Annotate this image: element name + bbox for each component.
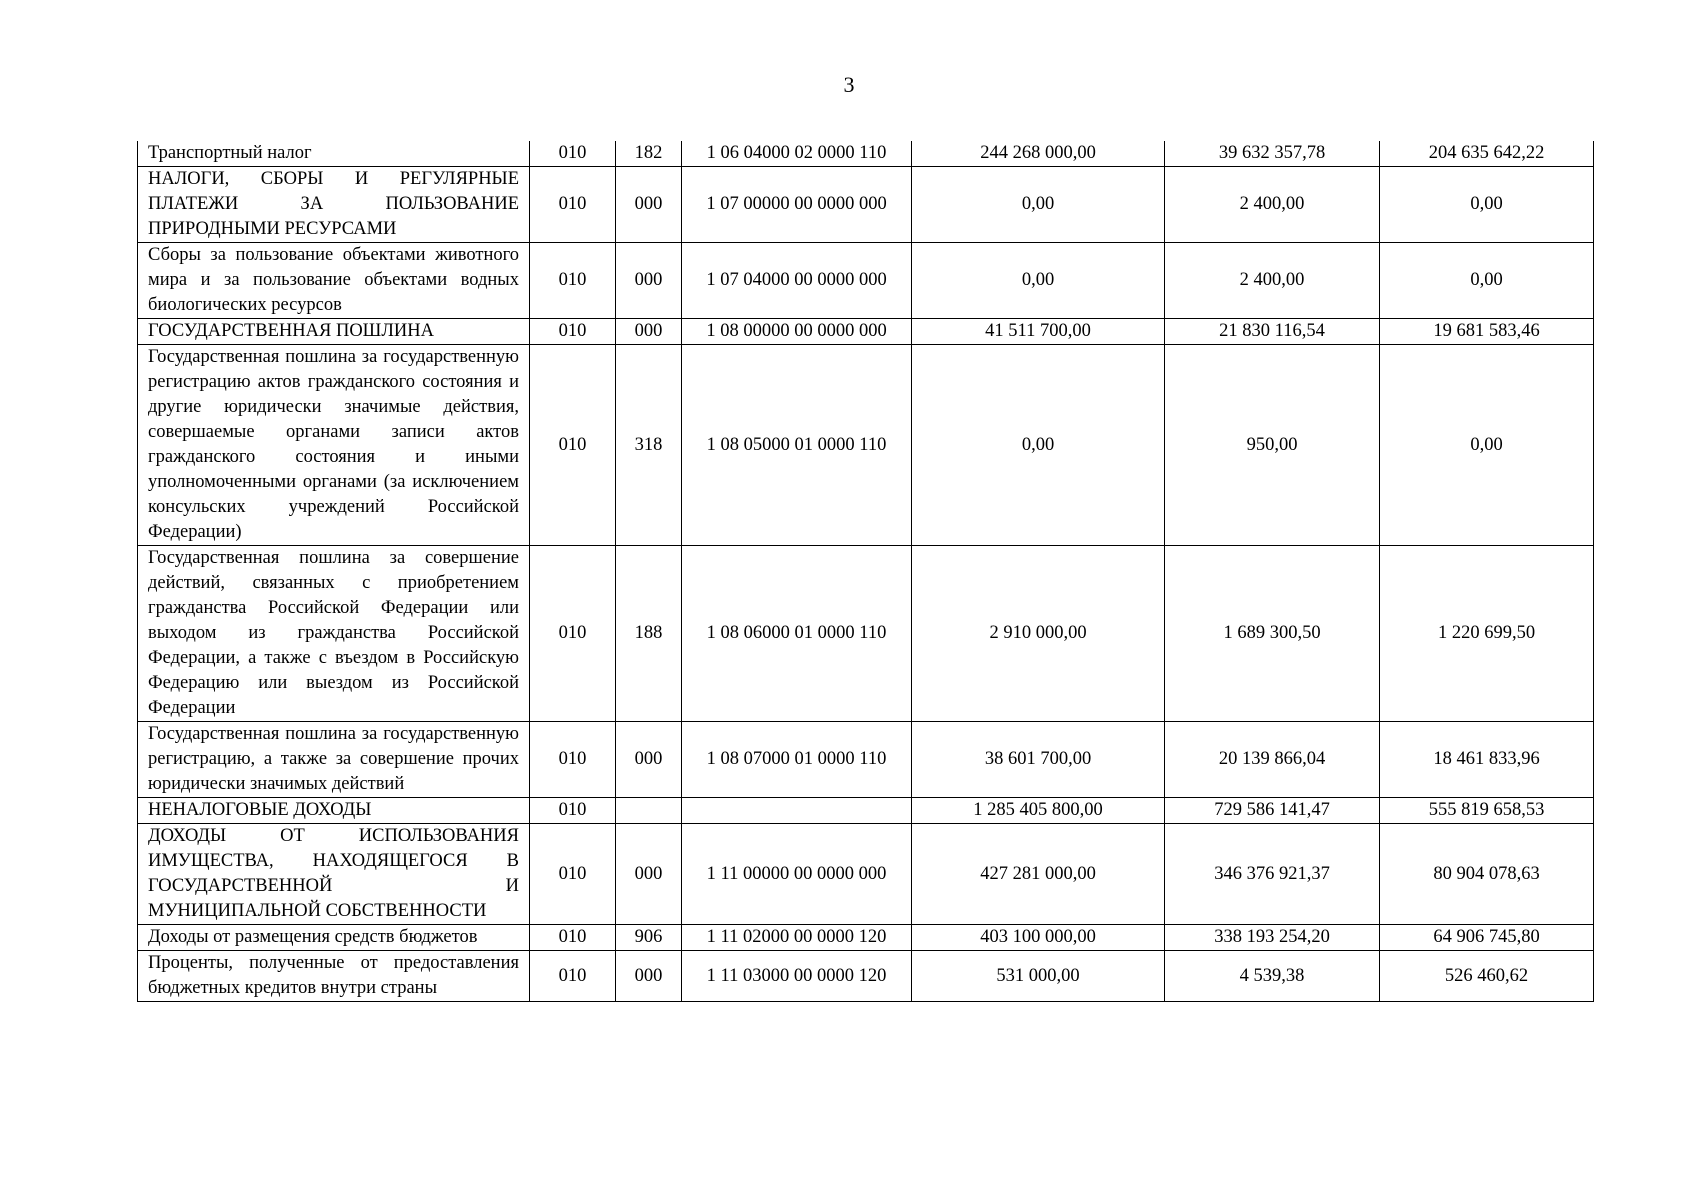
row-chapter-code: 000 <box>616 167 682 243</box>
row-name: Доходы от размещения средств бюджетов <box>138 925 530 951</box>
row-plan-value: 0,00 <box>912 345 1165 546</box>
row-fact-value: 729 586 141,47 <box>1165 798 1380 824</box>
row-plan-value: 531 000,00 <box>912 951 1165 1002</box>
row-fact-value: 338 193 254,20 <box>1165 925 1380 951</box>
row-fact-value: 4 539,38 <box>1165 951 1380 1002</box>
row-kbk-code: 1 08 05000 01 0000 110 <box>682 345 912 546</box>
row-fact-value: 39 632 357,78 <box>1165 141 1380 167</box>
row-plan-value: 427 281 000,00 <box>912 824 1165 925</box>
row-plan-value: 0,00 <box>912 167 1165 243</box>
page-number: 3 <box>843 72 855 97</box>
table-row <box>138 925 1594 951</box>
row-kbk-code: 1 08 00000 00 0000 000 <box>682 319 912 345</box>
row-kbk-code: 1 11 00000 00 0000 000 <box>682 824 912 925</box>
row-admin-code: 010 <box>530 141 616 167</box>
row-kbk-code: 1 06 04000 02 0000 110 <box>682 141 912 167</box>
table-row <box>138 798 1594 824</box>
row-admin-code: 010 <box>530 345 616 546</box>
row-rest-value: 204 635 642,22 <box>1380 141 1594 167</box>
row-name: Государственная пошлина за государственную регистрацию, а также за совершение прочих юридически значимых действий <box>138 722 530 798</box>
row-fact-value: 21 830 116,54 <box>1165 319 1380 345</box>
row-rest-value: 18 461 833,96 <box>1380 722 1594 798</box>
table-row <box>138 345 1594 546</box>
row-name: Проценты, полученные от предоставления бюджетных кредитов внутри страны <box>138 951 530 1002</box>
row-plan-value: 2 910 000,00 <box>912 546 1165 722</box>
row-plan-value: 0,00 <box>912 243 1165 319</box>
row-chapter-code: 000 <box>616 722 682 798</box>
row-chapter-code: 188 <box>616 546 682 722</box>
table-row <box>138 824 1594 925</box>
row-name: ДОХОДЫ ОТ ИСПОЛЬЗОВАНИЯ ИМУЩЕСТВА, НАХОДЯЩЕГОСЯ В ГОСУДАРСТВЕННОЙ И МУНИЦИПАЛЬНОЙ СОБСТВЕННОСТИ <box>138 824 530 925</box>
row-rest-value: 80 904 078,63 <box>1380 824 1594 925</box>
row-chapter-code: 000 <box>616 319 682 345</box>
row-admin-code: 010 <box>530 243 616 319</box>
row-chapter-code: 318 <box>616 345 682 546</box>
row-chapter-code: 906 <box>616 925 682 951</box>
row-fact-value: 1 689 300,50 <box>1165 546 1380 722</box>
row-kbk-code: 1 07 04000 00 0000 000 <box>682 243 912 319</box>
row-kbk-code: 1 08 06000 01 0000 110 <box>682 546 912 722</box>
row-admin-code: 010 <box>530 319 616 345</box>
row-chapter-code: 000 <box>616 951 682 1002</box>
row-name: ГОСУДАРСТВЕННАЯ ПОШЛИНА <box>138 319 530 345</box>
row-admin-code: 010 <box>530 167 616 243</box>
row-rest-value: 0,00 <box>1380 345 1594 546</box>
row-name: НАЛОГИ, СБОРЫ И РЕГУЛЯРНЫЕ ПЛАТЕЖИ ЗА ПОЛЬЗОВАНИЕ ПРИРОДНЫМИ РЕСУРСАМИ <box>138 167 530 243</box>
row-plan-value: 403 100 000,00 <box>912 925 1165 951</box>
row-name: Государственная пошлина за государственную регистрацию актов гражданского состояния и другие юридически значимые действия, совершаемые органами записи актов гражданского состояния и иными уполномоченными органами (за исключением консульских учреждений Российской Федерации) <box>138 345 530 546</box>
row-chapter-code: 000 <box>616 824 682 925</box>
table-row <box>138 141 1594 167</box>
row-rest-value: 64 906 745,80 <box>1380 925 1594 951</box>
row-kbk-code <box>682 798 912 824</box>
row-plan-value: 244 268 000,00 <box>912 141 1165 167</box>
row-plan-value: 1 285 405 800,00 <box>912 798 1165 824</box>
row-kbk-code: 1 07 00000 00 0000 000 <box>682 167 912 243</box>
row-chapter-code: 000 <box>616 243 682 319</box>
row-fact-value: 2 400,00 <box>1165 243 1380 319</box>
row-rest-value: 19 681 583,46 <box>1380 319 1594 345</box>
row-rest-value: 0,00 <box>1380 167 1594 243</box>
row-kbk-code: 1 11 02000 00 0000 120 <box>682 925 912 951</box>
row-fact-value: 346 376 921,37 <box>1165 824 1380 925</box>
row-fact-value: 20 139 866,04 <box>1165 722 1380 798</box>
row-rest-value: 1 220 699,50 <box>1380 546 1594 722</box>
table-row <box>138 319 1594 345</box>
row-name: Государственная пошлина за совершение действий, связанных с приобретением гражданства Российской Федерации или выходом из гражданства Российской Федерации, а также с въездом в Российскую Федерацию или выездом из Российской Федерации <box>138 546 530 722</box>
row-kbk-code: 1 08 07000 01 0000 110 <box>682 722 912 798</box>
row-rest-value: 0,00 <box>1380 243 1594 319</box>
row-admin-code: 010 <box>530 722 616 798</box>
row-name: Сборы за пользование объектами животного мира и за пользование объектами водных биологических ресурсов <box>138 243 530 319</box>
row-admin-code: 010 <box>530 824 616 925</box>
row-admin-code: 010 <box>530 546 616 722</box>
table-row <box>138 167 1594 243</box>
row-chapter-code <box>616 798 682 824</box>
row-fact-value: 950,00 <box>1165 345 1380 546</box>
row-rest-value: 526 460,62 <box>1380 951 1594 1002</box>
row-name: Транспортный налог <box>138 141 530 167</box>
row-chapter-code: 182 <box>616 141 682 167</box>
row-admin-code: 010 <box>530 925 616 951</box>
table-row <box>138 951 1594 1002</box>
revenue-table <box>137 141 1594 1002</box>
row-rest-value: 555 819 658,53 <box>1380 798 1594 824</box>
row-name: НЕНАЛОГОВЫЕ ДОХОДЫ <box>138 798 530 824</box>
table-row <box>138 243 1594 319</box>
row-kbk-code: 1 11 03000 00 0000 120 <box>682 951 912 1002</box>
row-fact-value: 2 400,00 <box>1165 167 1380 243</box>
row-plan-value: 38 601 700,00 <box>912 722 1165 798</box>
table-row <box>138 546 1594 722</box>
row-plan-value: 41 511 700,00 <box>912 319 1165 345</box>
row-admin-code: 010 <box>530 951 616 1002</box>
table-row <box>138 722 1594 798</box>
row-admin-code: 010 <box>530 798 616 824</box>
